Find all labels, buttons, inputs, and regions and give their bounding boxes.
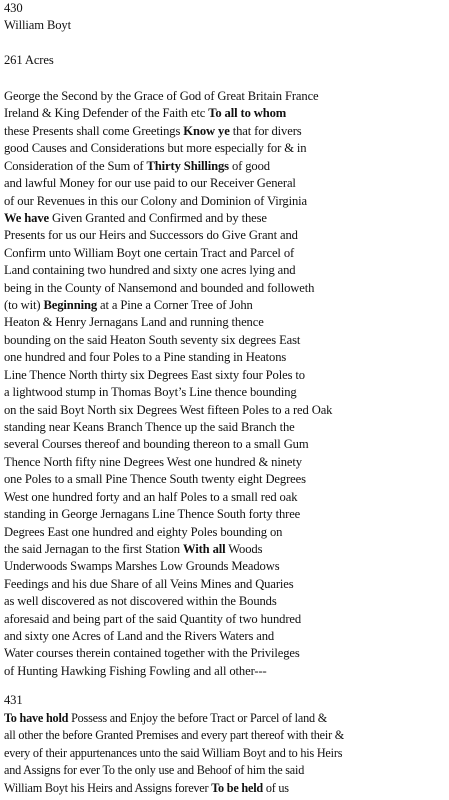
- text-run: Land containing two hundred and sixty one acres lying and: [4, 263, 296, 278]
- text-run: standing in George Jernagans Line Thence South forty three: [4, 507, 301, 522]
- bold-phrase: Know ye: [183, 123, 230, 138]
- text-run: one Poles to a small Pine Thence South twenty eight Degrees: [4, 472, 306, 487]
- bold-phrase: Beginning: [43, 298, 98, 313]
- text-run: Ireland & King Defender of the Faith etc: [4, 106, 209, 121]
- text-line: [4, 402, 332, 419]
- text-line: [4, 663, 267, 680]
- text-line: [4, 611, 301, 628]
- text-line: [4, 175, 296, 192]
- text-run: of our Revenues in this our Colony and Dominion of Virginia: [4, 193, 308, 208]
- text-run: Possess and Enjoy the before Tract or Parcel of land &: [68, 711, 327, 725]
- text-run: of good: [228, 158, 270, 173]
- text-line: [4, 541, 262, 558]
- text-line: [4, 297, 253, 314]
- text-run: Feedings and his due Share of all Veins Mines and Quaries: [4, 576, 294, 591]
- text-line: [4, 349, 286, 366]
- text-line: [4, 576, 294, 593]
- bold-phrase: We have: [4, 210, 49, 225]
- text-line: [4, 471, 306, 488]
- text-line: [4, 780, 289, 797]
- text-line: [4, 506, 300, 523]
- text-line: [4, 745, 342, 762]
- text-run: Consideration of the Sum of: [4, 158, 147, 173]
- bold-phrase: With all: [182, 541, 226, 556]
- text-run: every of their appurtenances unto the said William Boyt and to his Heirs: [4, 745, 343, 760]
- text-run: a lightwood stump in Thomas Boyt’s Line thence bounding: [4, 385, 297, 400]
- text-run: bounding on the said Heaton South seventy six degrees East: [4, 332, 301, 347]
- text-line: [4, 628, 274, 645]
- text-run: good Causes and Considerations but more especially for & in: [4, 141, 307, 156]
- text-run: and Assigns for ever To the only use and Behoof of him the said: [4, 763, 305, 778]
- text-line: [4, 245, 294, 262]
- text-run: of us: [262, 780, 289, 795]
- text-line: [4, 558, 279, 575]
- text-run: at a Pine a Corner Tree of John: [97, 298, 253, 313]
- text-run: Heaton & Henry Jernagans Land and running thence: [4, 315, 264, 330]
- text-run: standing near Keans Branch Thence up the said Branch the: [4, 419, 295, 434]
- text-run: (to wit): [4, 298, 44, 313]
- text-line: [4, 158, 270, 175]
- text-line: [4, 489, 297, 506]
- text-line: [4, 140, 306, 157]
- text-line: [4, 262, 296, 279]
- text-line: [4, 227, 298, 244]
- text-run: Confirm unto William Boyt one certain Tract and Parcel of: [4, 245, 295, 260]
- text-run: the said Jernagan to the first Station: [4, 541, 183, 556]
- bold-phrase: Thirty Shillings: [146, 158, 229, 173]
- text-line: [4, 314, 264, 331]
- text-line: [4, 384, 297, 401]
- text-run: on the said Boyt North six Degrees West fifteen Poles to a red Oak: [4, 402, 333, 417]
- text-run: all other the before Granted Premises and every part thereof with their &: [4, 728, 345, 743]
- text-run: West one hundred forty and an half Poles to a small red oak: [4, 489, 298, 504]
- text-run: several Courses thereof and bounding thereon to a small Gum: [4, 437, 309, 452]
- text-run: these Presents shall come Greetings: [4, 123, 184, 138]
- page-number-430: 430: [4, 1, 23, 15]
- text-run: Underwoods Swamps Marshes Low Grounds Meadows: [4, 559, 280, 574]
- text-run: as well discovered as not discovered within the Bounds: [4, 594, 277, 609]
- grantee-name: William Boyt: [4, 18, 71, 32]
- text-run: Given Granted and Confirmed and by these: [48, 210, 267, 225]
- text-line: [4, 210, 267, 227]
- text-line: [4, 332, 300, 349]
- text-run: Line Thence North thirty six Degrees East sixty four Poles to: [4, 367, 305, 382]
- bold-phrase: To be held: [211, 780, 263, 795]
- text-run: Presents for us our Heirs and Successors do Give Grant and: [4, 228, 298, 243]
- text-run: and lawful Money for our use paid to our Receiver General: [4, 176, 296, 191]
- text-line: [4, 436, 309, 453]
- text-run: one hundred and four Poles to a Pine standing in Heatons: [4, 350, 287, 365]
- text-line: [4, 593, 277, 610]
- text-line: [4, 454, 302, 471]
- text-line: [4, 645, 300, 662]
- bold-phrase: To all to whom: [208, 106, 287, 121]
- text-line: [4, 419, 295, 436]
- text-line: [4, 88, 319, 105]
- page-number-431: 431: [4, 693, 23, 707]
- acreage-heading: 261 Acres: [4, 53, 54, 67]
- text-line: [4, 123, 302, 140]
- document-page: [4, 0, 447, 800]
- text-run: that for divers: [229, 123, 302, 138]
- text-run: Degrees East one hundred and eighty Poles bounding on: [4, 524, 283, 539]
- text-line: [4, 524, 282, 541]
- bold-phrase: To have hold: [4, 711, 69, 725]
- text-line: [4, 762, 304, 779]
- text-line: [4, 280, 314, 297]
- text-run: Woods: [225, 541, 263, 556]
- text-run: aforesaid and being part of the said Quantity of two hundred: [4, 611, 302, 626]
- text-line: [4, 727, 344, 744]
- text-run: Water courses therein contained together with the Privileges: [4, 646, 300, 661]
- text-line: [4, 105, 286, 122]
- text-run: being in the County of Nansemond and bounded and followeth: [4, 280, 315, 295]
- text-line: [4, 367, 305, 384]
- text-line: [4, 710, 327, 727]
- text-run: George the Second by the Grace of God of Great Britain France: [4, 89, 319, 103]
- text-run: William Boyt his Heirs and Assigns forever: [4, 780, 212, 795]
- text-line: [4, 193, 307, 210]
- text-run: Thence North fifty nine Degrees West one hundred & ninety: [4, 454, 302, 469]
- text-run: and sixty one Acres of Land and the Rivers Waters and: [4, 629, 275, 644]
- text-run: of Hunting Hawking Fishing Fowling and all other---: [4, 663, 267, 678]
